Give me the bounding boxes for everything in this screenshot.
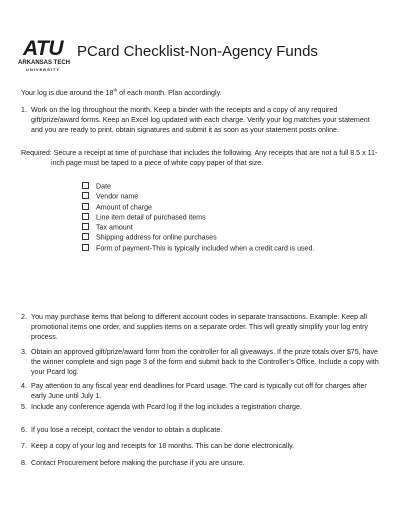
- checklist-item: [82, 244, 314, 254]
- item-text: Keep a copy of your log and receipts for 18 months. This can be done electronically.: [31, 442, 295, 450]
- intro-after: of each month. Plan accordingly.: [117, 89, 222, 97]
- checklist-label: Shipping address for online purchases: [96, 233, 217, 242]
- item-number: 1.: [21, 106, 27, 114]
- checkbox-icon: [82, 192, 89, 199]
- item-number: 2.: [21, 313, 27, 321]
- intro-superscript: th: [113, 87, 118, 93]
- checklist-label: Tax amount: [96, 223, 133, 232]
- item-number: 7.: [21, 442, 27, 450]
- intro-before: Your log is due around the 18: [21, 89, 114, 97]
- item-number: 3.: [21, 348, 27, 356]
- checklist-item: [82, 182, 314, 192]
- checklist-label: Vendor name: [96, 192, 139, 201]
- page-title: PCard Checklist-Non-Agency Funds: [77, 43, 318, 60]
- logo-line2: UNIVERSITY: [25, 67, 60, 72]
- checklist-label: Amount of charge: [96, 203, 152, 212]
- list-item-6: [21, 425, 383, 435]
- logo-line1: ARKANSAS TECH: [18, 60, 71, 66]
- checklist-label: Form of payment-This is typically included when a credit card is used.: [96, 244, 315, 253]
- receipt-checklist: [82, 182, 314, 254]
- checklist-item: [82, 203, 314, 213]
- item-text: Pay attention to any fiscal year end deadlines for Pcard usage. The card is typically cut off for charges after early June until July 1.: [31, 382, 367, 400]
- item-text: Include any conference agenda with Pcard log if the log includes a registration charge.: [31, 403, 302, 411]
- logo-mark: ATU: [22, 37, 64, 60]
- item-number: 8.: [21, 459, 27, 467]
- checklist-item: [82, 213, 314, 223]
- list-item-3: [21, 347, 383, 377]
- checkbox-icon: [82, 244, 89, 251]
- required-text: Required: Secure a receipt at time of purchase that includes the following. Any receipts that are not a full 8.5 x 11-inch page must be taped to a piece of white copy paper of that size.: [21, 149, 378, 167]
- item-number: 6.: [21, 426, 27, 434]
- list-item-7: [21, 441, 383, 451]
- item-text: You may purchase items that belong to different account codes in separate transactions. Example: Keep all promotional items one order, and supplies items on a separate order. This will greatly simplify your log entry process.: [31, 313, 368, 341]
- atu-logo: [18, 37, 71, 78]
- list-item-5: [21, 402, 383, 412]
- required-paragraph: [21, 148, 383, 168]
- checkbox-icon: [82, 182, 89, 189]
- item-text: If you lose a receipt, contact the vendor to obtain a duplicate.: [31, 426, 223, 434]
- item-text: Work on the log throughout the month. Keep a binder with the receipts and a copy of any required gift/prize/award forms. Keep an Excel log updated with each charge. Verify your log matches your statement and you are ready to print, obtain signatures and submit it as soon as your statement posts online.: [31, 106, 370, 134]
- intro-line: [21, 88, 222, 98]
- checklist-label: Line item detail of purchased items: [96, 213, 206, 222]
- item-text: Contact Procurement before making the purchase if you are unsure.: [31, 459, 245, 467]
- item-number: 5.: [21, 403, 27, 411]
- list-item-2: [21, 312, 383, 342]
- checkbox-icon: [82, 233, 89, 240]
- item-text: Obtain an approved gift/prize/award form from the controller for all giveaways. If the prize totals over $75, have the winner complete and sign page 3 of the form and submit back to the Controller’s Office. Include a copy with your Pcard log.: [31, 348, 379, 376]
- item-number: 4.: [21, 382, 27, 390]
- checkbox-icon: [82, 213, 89, 220]
- checklist-item: [82, 192, 314, 202]
- checklist-item: [82, 233, 314, 243]
- checklist-item: [82, 223, 314, 233]
- checkbox-icon: [82, 223, 89, 230]
- list-item-4: [21, 381, 383, 401]
- checkbox-icon: [82, 203, 89, 210]
- list-item-1: [21, 105, 383, 135]
- list-item-8: [21, 458, 383, 468]
- checklist-label: Date: [96, 182, 111, 191]
